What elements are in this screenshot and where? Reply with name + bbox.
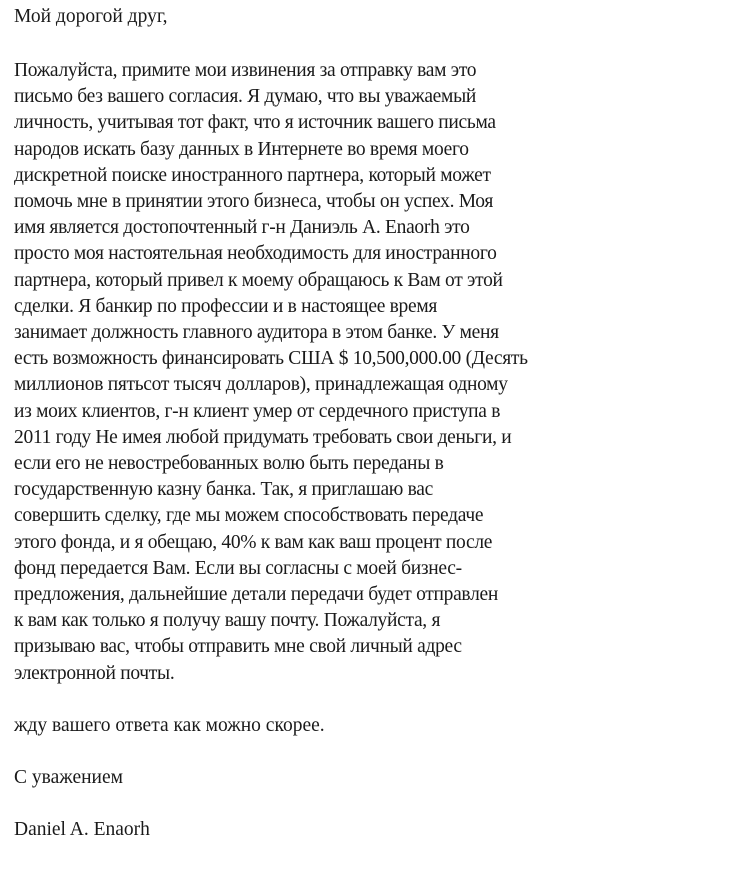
body-line: письмо без вашего согласия. Я думаю, что вы уважаемый	[14, 86, 477, 108]
body-line: фонд передается Вам. Если вы согласны с моей бизнес-	[14, 557, 462, 579]
body-line: если его не невостребованных волю быть переданы в	[14, 453, 444, 475]
body-line: помочь мне в принятии этого бизнеса, чтобы он успех. Моя	[14, 191, 494, 213]
body-line: народов искать базу данных в Интернете во время моего	[14, 138, 469, 160]
body-line: Пожалуйста, примите мои извинения за отправку вам это	[14, 60, 477, 81]
body-line: государственную казну банка. Так, я приглашаю вас	[14, 479, 434, 501]
body-line: есть возможность финансировать США $ 10,500,000.00 (Десять	[14, 348, 528, 370]
letter-body	[14, 58, 726, 687]
body-line: занимает должность главного аудитора в этом банке. У меня	[14, 322, 499, 344]
body-line: 2011 году Не имея любой придумать требовать свои деньги, и	[14, 426, 512, 448]
body-line: к вам как только я получу вашу почту. Пожалуйста, я	[14, 610, 441, 632]
body-line: имя является достопочтенный г-н Даниэль А. Enaorh это	[14, 217, 470, 239]
body-line: миллионов пятьсот тысяч долларов), принадлежащая одному	[14, 374, 508, 396]
body-line: предложения, дальнейшие детали передачи будет отправлен	[14, 584, 498, 606]
body-line: просто моя настоятельная необходимость для иностранного	[14, 243, 497, 265]
body-line: электронной почты.	[14, 662, 175, 684]
body-line: совершить сделку, где мы можем способствовать передаче	[14, 505, 484, 527]
body-line: личность, учитывая тот факт, что я источник вашего письма	[14, 112, 496, 134]
reply-request: жду вашего ответа как можно скорее.	[14, 714, 325, 736]
body-line: призываю вас, чтобы отправить мне свой личный адрес	[14, 636, 462, 658]
letter	[14, 0, 726, 843]
body-line: партнера, который привел к моему обращаюсь к Вам от этой	[14, 269, 503, 291]
greeting: Мой дорогой друг,	[14, 6, 168, 27]
body-line: дискретной поиске иностранного партнера, который может	[14, 164, 491, 186]
closing-regards: С уважением	[14, 766, 123, 788]
body-line: этого фонда, и я обещаю, 40% к вам как ваш процент после	[14, 531, 493, 553]
signature: Daniel A. Enaorh	[14, 818, 150, 840]
body-line: из моих клиентов, г-н клиент умер от сердечного приступа в	[14, 400, 501, 422]
body-line: сделки. Я банкир по профессии и в настоящее время	[14, 295, 438, 317]
